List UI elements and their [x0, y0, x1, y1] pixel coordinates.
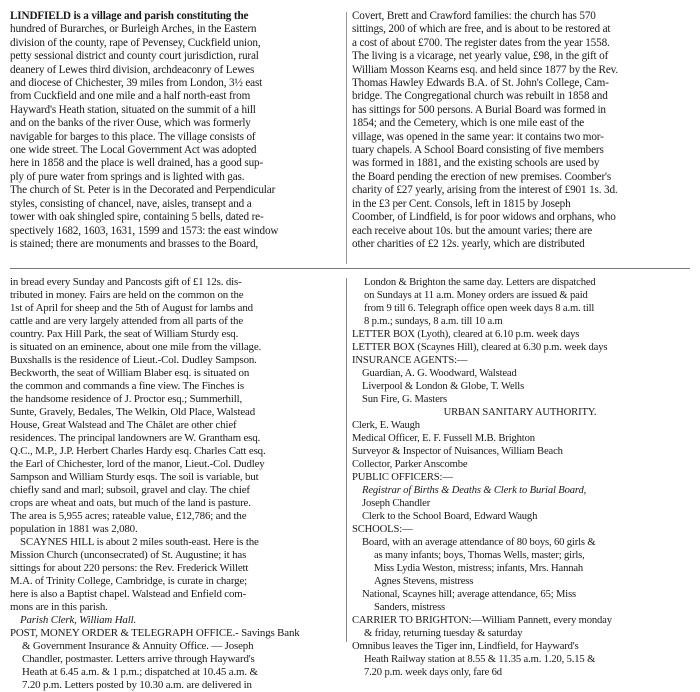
- text-line: Clerk, E. Waugh: [352, 420, 420, 431]
- text-line: navigable for barges to this place. The village consists of: [10, 130, 256, 143]
- column-divider-top: [346, 12, 347, 264]
- text-line: has sittings for 500 persons. A Burial Board was formed in: [352, 103, 606, 116]
- text-line: tuary chapels. A School Board consisting of five members: [352, 144, 604, 157]
- text-line: Buxshalls is the residence of Lieut.-Col. Dudley Sampson.: [10, 354, 257, 366]
- text-line: Heath Railway station at 8.55 & 11.35 a.m. 1.20, 5.15 &: [364, 654, 596, 665]
- text-line: 7.20 p.m. week days only, fare 6d: [364, 667, 502, 678]
- text-line: spectively 1682, 1603, 1631, 1599 and 1573: the east window: [10, 224, 279, 237]
- text-line: is situated on an eminence, about one mile from the village.: [10, 341, 262, 353]
- text-line: and diocese of Chichester, 39 miles from London, 3½ east: [10, 77, 263, 90]
- text-line: Sun Fire, G. Masters: [362, 394, 447, 405]
- text-line: one wide street. The Local Government Act was adopted: [10, 144, 257, 157]
- text-line: Joseph Chandler: [362, 498, 431, 509]
- text-line: Heath at 6.45 a.m. & 1 p.m.; dispatched at 10.45 a.m. &: [22, 666, 258, 678]
- text-line: Guardian, A. G. Woodward, Walstead: [362, 368, 517, 379]
- text-line: M.A. of Trinity College, Cambridge, is curate in charge;: [10, 575, 248, 587]
- text-line: chiefly sand and marl; subsoil, gravel and clay. The chief: [10, 484, 250, 496]
- text-line: National, Scaynes hill; average attendance, 65; Miss: [362, 589, 577, 600]
- text-line: Omnibus leaves the Tiger inn, Lindfield, for Hayward's: [352, 641, 579, 652]
- text-line: tributed in money. Fairs are held on the common on the: [10, 289, 244, 301]
- text-line: is stained; there are monuments and brasses to the Board,: [10, 237, 259, 250]
- text-line: ply of pure water from springs and is lighted with gas.: [10, 170, 245, 183]
- text-line: bridge. The Congregational church was rebuilt in 1858 and: [352, 90, 608, 103]
- text-line: Miss Lydia Weston, mistress; infants, Mrs. Hannah: [374, 563, 584, 574]
- bottom-right-column: [352, 276, 688, 679]
- text-line: 1854; and the Cemetery, which is one mile east of the: [352, 117, 585, 130]
- text-line: here is also a Baptist chapel. Walstead and Enfield com-: [10, 588, 247, 600]
- text-line: styles, consisting of chancel, nave, aisles, transept and a: [10, 197, 252, 210]
- section-divider: [10, 268, 690, 269]
- text-line: Registrar of Births & Deaths & Clerk to Burial Board,: [362, 485, 587, 496]
- text-line: INSURANCE AGENTS:—: [352, 355, 468, 366]
- text-line: deanery of Lewes third division, archdeaconry of Lewes: [10, 63, 255, 76]
- text-line: URBAN SANITARY AUTHORITY.: [443, 407, 597, 418]
- text-line: Collector, Parker Anscombe: [352, 459, 468, 470]
- text-line: mons are in this parish.: [10, 601, 108, 613]
- text-line: Liverpool & London & Globe, T. Wells: [362, 381, 525, 392]
- text-line: Beckworth, the seat of William Blaber esq. is situated on: [10, 367, 250, 379]
- text-line: other charities of £2 12s. yearly, which are distributed: [352, 237, 585, 250]
- text-line: & Government Insurance & Annuity Office. — Joseph: [22, 640, 254, 652]
- text-line: Surveyor & Inspector of Nuisances, William Beach: [352, 446, 563, 457]
- text-line: sittings, 200 of which are free, and is about to be restored at: [352, 23, 611, 36]
- text-line: The area is 5,955 acres; rateable value, £12,786; and the: [10, 510, 247, 522]
- text-line: sittings for about 220 persons: the Rev. Frederick Willett: [10, 562, 249, 574]
- text-line: division of the county, rape of Pevensey, Cuckfield union,: [10, 36, 261, 49]
- top-left-column: [10, 10, 340, 251]
- text-line: from Cuckfield and one mile and a half north-east from: [10, 90, 251, 103]
- text-line: a cost of about £700. The register dates from the year 1558.: [352, 36, 610, 49]
- text-line: the Earl of Chichester, lord of the manor, Lieut.-Col. Dudley: [10, 458, 265, 470]
- text-line: 1st of April for sheep and the 5th of August for lambs and: [10, 302, 253, 314]
- text-line: 8 p.m.; sundays, 8 a.m. till 10 a.m: [364, 316, 503, 327]
- text-line: in the £3 per Cent. Consols, left in 1815 by Joseph: [352, 197, 571, 210]
- text-line: in bread every Sunday and Pancosts gift of £1 12s. dis-: [10, 276, 242, 288]
- text-line: CARRIER TO BRIGHTON:—William Pannett, every monday: [352, 615, 612, 626]
- text-line: cattle and are very largely attended from all parts of the: [10, 315, 244, 327]
- text-line: the handsome residence of J. Proctor esq.; Summerhill,: [10, 393, 243, 405]
- text-line: country. Pax Hill Park, the seat of William Sturdy esq.: [10, 328, 239, 340]
- text-line: 7.20 p.m. Letters posted by 10.30 a.m. are delivered in: [22, 679, 252, 691]
- text-line: Sanders, mistress: [374, 602, 446, 613]
- text-line: London & Brighton the same day. Letters are dispatched: [364, 277, 596, 288]
- text-line: here in 1858 and the place is well drained, has a good sup-: [10, 157, 264, 170]
- text-line: POST, MONEY ORDER & TELEGRAPH OFFICE.- Savings Bank: [10, 627, 300, 639]
- text-line: Sampson and William Sturdy esqs. The soil is variable, but: [10, 471, 259, 483]
- text-line: village, was opened in the same year: it contains two mor-: [352, 130, 604, 143]
- text-line: population in 1881 was 2,080.: [10, 523, 138, 535]
- bottom-left-column: [10, 276, 340, 692]
- text-line: William Mosson Kearns esq. and held since 1877 by the Rev.: [352, 63, 619, 76]
- text-line: Hayward's Heath station, situated on the summit of a hill: [10, 103, 256, 116]
- text-line: Mission Church (unconsecrated) of St. Augustine; it has: [10, 549, 247, 561]
- text-line: Medical Officer, E. F. Fussell M.B. Brighton: [352, 433, 535, 444]
- text-line: on Sundays at 11 a.m. Money orders are issued & paid: [364, 290, 588, 301]
- text-line: Parish Clerk, William Hall.: [20, 614, 137, 626]
- text-line: PUBLIC OFFICERS:—: [352, 472, 453, 483]
- text-line: Clerk to the School Board, Edward Waugh: [362, 511, 538, 522]
- text-line: The church of St. Peter is in the Decorated and Perpendicular: [10, 184, 276, 197]
- text-line: from 9 till 6. Telegraph office open week days 8 a.m. till: [364, 303, 595, 314]
- text-line: LINDFIELD is a village and parish constituting the: [10, 10, 249, 22]
- column-divider-bottom: [346, 278, 347, 642]
- text-line: Thomas Hawley Edwards B.A. of St. John's College, Cam-: [352, 77, 609, 90]
- text-line: charity of £27 yearly, arising from the interest of £901 1s. 3d.: [352, 184, 618, 197]
- text-line: crops are wheat and oats, but much of the land is pasture.: [10, 497, 251, 509]
- text-line: residences. The principal landowners are W. Grantham esq.: [10, 432, 261, 444]
- text-line: Covert, Brett and Crawford families: the church has 570: [352, 10, 596, 22]
- text-line: LETTER BOX (Scaynes Hill), cleared at 6.30 p.m. week days: [352, 342, 608, 353]
- text-line: the Board pending the erection of new premises. Coomber's: [352, 170, 612, 183]
- text-line: tower with oak shingled spire, containing 5 bells, dated re-: [10, 211, 264, 224]
- text-line: Q.C., M.P., J.P. Herbert Charles Hardy esq. Charles Catt esq.: [10, 445, 266, 457]
- text-line: petty sessional district and county court jurisdiction, rural: [10, 50, 259, 63]
- text-line: and on the banks of the river Ouse, which was formerly: [10, 117, 251, 130]
- text-line: The living is a vicarage, net yearly value, £98, in the gift of: [352, 50, 609, 63]
- text-line: Chandler, postmaster. Letters arrive through Hayward's: [22, 653, 255, 665]
- text-line: SCAYNES HILL is about 2 miles south-east. Here is the: [20, 536, 259, 548]
- text-line: Sunte, Gravely, Bedales, The Welkin, Old Place, Walstead: [10, 406, 256, 418]
- text-line: LETTER BOX (Lyoth), cleared at 6.10 p.m. week days: [352, 329, 580, 340]
- text-line: the common and commands a fine view. The Finches is: [10, 380, 245, 392]
- text-line: was formed in 1881, and the existing schools are used by: [352, 157, 600, 170]
- text-line: SCHOOLS:—: [352, 524, 413, 535]
- text-line: & friday, returning tuesday & saturday: [364, 628, 523, 639]
- top-right-column: [352, 10, 688, 251]
- text-line: Coomber, of Lindfield, is for poor widows and orphans, who: [352, 211, 616, 224]
- text-line: hundred of Burarches, or Burleigh Arches, in the Eastern: [10, 23, 257, 36]
- text-line: Board, with an average attendance of 80 boys, 60 girls &: [362, 537, 596, 548]
- text-line: Agnes Stevens, mistress: [374, 576, 474, 587]
- text-line: as many infants; boys, Thomas Wells, master; girls,: [374, 550, 585, 561]
- text-line: House, Great Walstead and The Châlet are other chief: [10, 419, 237, 431]
- text-line: each receive about 10s. but the amount varies; there are: [352, 224, 593, 237]
